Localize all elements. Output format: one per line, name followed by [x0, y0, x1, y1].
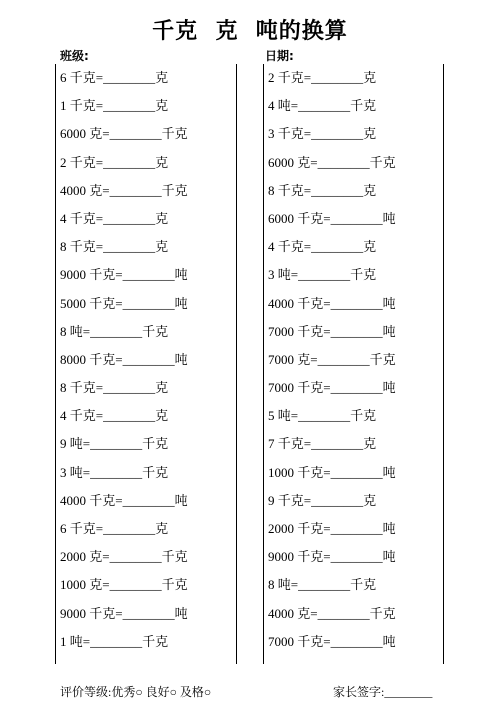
- exercise-item: 9000 千克=________吨: [60, 605, 188, 621]
- exercise-item: 7000 千克=________吨: [268, 323, 396, 339]
- exercise-item: 5 吨=________千克: [268, 408, 377, 424]
- exercise-item: 2 千克=________克: [60, 154, 169, 170]
- exercise-item: 2 千克=________克: [268, 70, 377, 85]
- exercise-item: 9 千克=________克: [268, 492, 377, 508]
- exercise-item: 4 吨=________千克: [268, 98, 377, 114]
- exercise-item: 8 吨=________千克: [268, 577, 377, 593]
- exercise-item: 6000 克=________千克: [268, 154, 396, 170]
- exercise-item: 4000 千克=________吨: [60, 492, 188, 508]
- exercise-item: 9000 千克=________吨: [268, 549, 396, 565]
- exercise-item: 6 千克=________克: [60, 70, 169, 85]
- exercise-item: 8 千克=________克: [268, 182, 377, 198]
- right-column-left-rule: [263, 64, 264, 664]
- exercise-item: 3 吨=________千克: [268, 267, 377, 283]
- exercise-item: 4 千克=________克: [60, 408, 169, 424]
- exercise-item: 6000 克=________千克: [60, 126, 188, 142]
- exercise-item: 1000 克=________千克: [60, 577, 188, 593]
- exercise-item: 4000 克=________千克: [60, 182, 188, 198]
- exercise-item: 2000 克=________千克: [60, 549, 188, 565]
- exercise-item: 8 吨=________千克: [60, 323, 169, 339]
- exercise-item: 4 千克=________克: [60, 210, 169, 226]
- parent-signature-line: 家长签字:________: [333, 685, 433, 699]
- right-column-right-rule: [443, 64, 444, 664]
- exercise-item: 1 千克=________克: [60, 98, 169, 114]
- exercise-item: 4000 克=________千克: [268, 605, 396, 621]
- exercise-item: 7000 克=________千克: [268, 351, 396, 367]
- left-exercise-list: [60, 64, 188, 656]
- date-label: 日期:: [265, 49, 294, 63]
- exercise-item: 1 吨=________千克: [60, 633, 169, 649]
- exercise-item: 7 千克=________克: [268, 436, 377, 452]
- page-title: 千克 克 吨的换算: [152, 19, 348, 44]
- rating-line: 评价等级:优秀○ 良好○ 及格○: [60, 685, 212, 699]
- exercise-item: 8000 千克=________吨: [60, 351, 188, 367]
- exercise-item: 1000 千克=________吨: [268, 464, 396, 480]
- exercise-item: 7000 千克=________吨: [268, 380, 396, 396]
- exercise-item: 6000 千克=________吨: [268, 210, 396, 226]
- exercise-item: 4 千克=________克: [268, 239, 377, 255]
- exercise-item: 8 千克=________克: [60, 380, 169, 396]
- right-exercise-list: [268, 64, 396, 656]
- exercise-item: 9000 千克=________吨: [60, 267, 188, 283]
- exercise-item: 8 千克=________克: [60, 239, 169, 255]
- exercise-item: 6 千克=________克: [60, 521, 169, 536]
- exercise-item: 4000 千克=________吨: [268, 295, 396, 311]
- exercise-item: 3 吨=________千克: [60, 464, 169, 480]
- exercise-item: 2000 千克=________吨: [268, 521, 396, 536]
- exercise-item: 7000 千克=________吨: [268, 633, 396, 649]
- exercise-item: 9 吨=________千克: [60, 436, 169, 452]
- exercise-item: 5000 千克=________吨: [60, 295, 188, 311]
- class-label: 班级:: [60, 49, 89, 63]
- exercise-item: 3 千克=________克: [268, 126, 377, 142]
